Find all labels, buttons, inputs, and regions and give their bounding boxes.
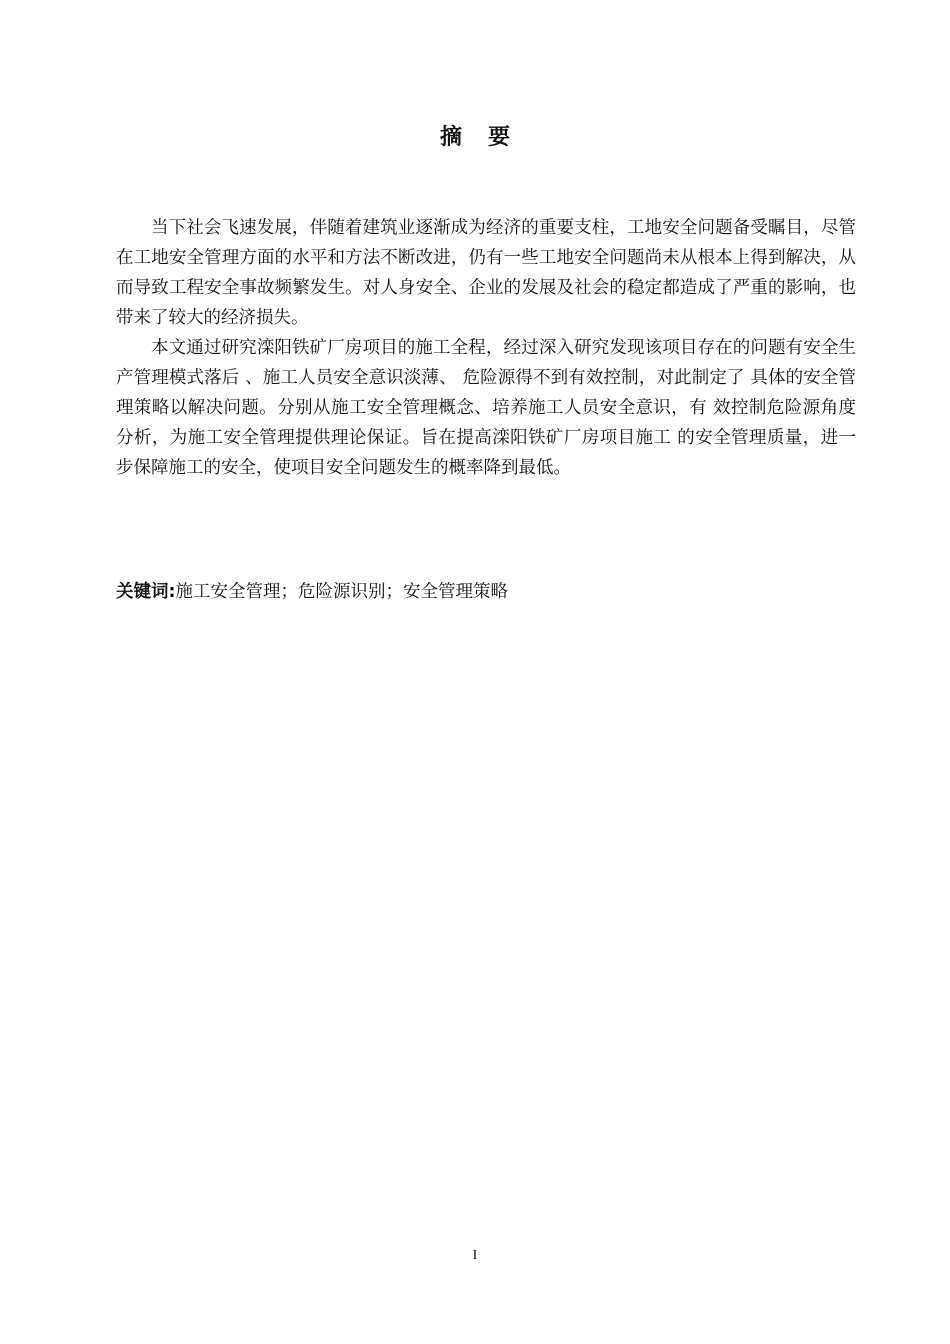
page-number: I [472, 1248, 478, 1263]
abstract-body [116, 213, 856, 483]
keywords-text: 施工安全管理；危险源识别；安全管理策略 [175, 582, 508, 602]
keywords-line [116, 577, 856, 607]
keywords-label: 关键词: [116, 582, 176, 602]
abstract-paragraph-2: 本文通过研究滦阳铁矿厂房项目的施工全程，经过深入研究发现该项目存在的问题有安全生产管理模式落后 、施工人员安全意识淡薄、 危险源得不到有效控制，对此制定了 具体的安全管理策略以解决问题。分别从施工安全管理概念、培养施工人员安全意识，有 效控制危险源角度分析，为施工安全管理提供理论保证。旨在提高滦阳铁矿厂房项目施工 的安全管理质量，进一步保障施工的安全，使项目安全问题发生的概率降到最低。 [116, 338, 856, 478]
abstract-paragraph-1: 当下社会飞速发展，伴随着建筑业逐渐成为经济的重要支柱，工地安全问题备受瞩目，尽管在工地安全管理方面的水平和方法不断改进，仍有一些工地安全问题尚未从根本上得到解决，从而导致工程安全事故频繁发生。对人身安全、企业的发展及社会的稳定都造成了严重的影响，也带来了较大的经济损失。 [116, 218, 856, 328]
page-title: 摘要 [439, 125, 536, 150]
